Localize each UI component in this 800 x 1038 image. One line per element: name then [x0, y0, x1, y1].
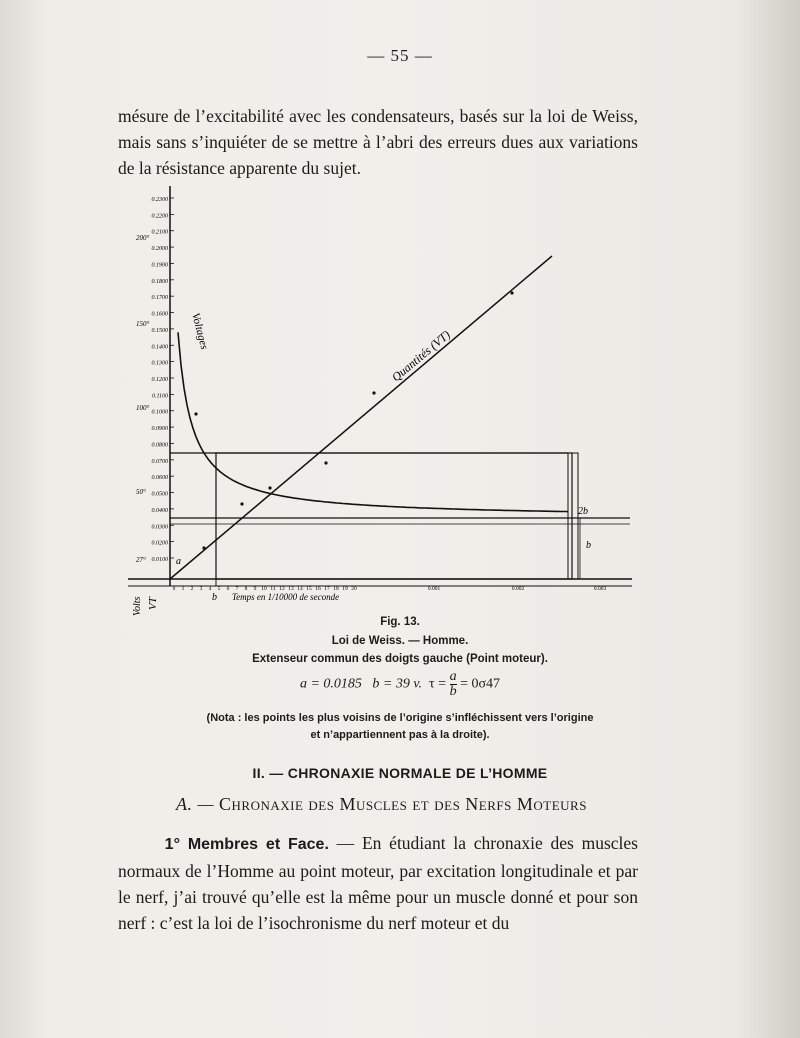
- x-tick-label-far: 0.003: [593, 586, 607, 592]
- formula-numerator: a: [449, 669, 457, 684]
- y-tick-label: 0.0600: [151, 475, 168, 482]
- x-tick-label-far: 0.002: [511, 586, 525, 592]
- x-tick-label: 14: [297, 586, 303, 592]
- subsection-prefix: A. —: [176, 794, 214, 814]
- x-tick-label: 2: [190, 586, 194, 592]
- data-point: [240, 502, 243, 505]
- volts-label: Volts: [132, 596, 143, 616]
- figure-note-line2: et n’appartiennent pas à la droite).: [310, 729, 490, 741]
- figure-note-line1: (Nota : les points les plus voisins de l’origine s’infléchissent vers l’origine: [206, 712, 594, 724]
- x-tick-label-far: 0.001: [427, 586, 441, 592]
- subsection-text: Chronaxie des Muscles et des Nerfs Moteurs: [219, 794, 587, 814]
- x-tick-label: 6: [226, 586, 230, 592]
- x-tick-label: 19: [342, 586, 348, 592]
- y-tick-label: 0.2100: [151, 229, 168, 236]
- rectangle-ab: [216, 453, 572, 579]
- y-tick-label: 0.0800: [151, 442, 168, 449]
- paragraph-top: mésure de l’excitabilité avec les condensateurs, basés sur la loi de Weiss, mais sans s’inquiéter de se mettre à l’abri des erreurs dues aux variations de la résistance apparente du sujet.: [118, 106, 638, 178]
- x-tick-label: 4: [208, 586, 212, 592]
- y-tick-label: 0.1400: [151, 344, 168, 351]
- x-tick-label: 18: [333, 586, 339, 592]
- data-point: [268, 486, 271, 489]
- x-tick-label: 5: [217, 586, 221, 592]
- section-heading: II. — CHRONAXIE NORMALE DE L’HOMME: [252, 765, 548, 781]
- rectangle-right-edge: [568, 453, 578, 579]
- label-b-bottom: b: [212, 592, 217, 603]
- x-tick-label: 12: [279, 586, 285, 592]
- label-quantites: Quantités (VT): [388, 327, 453, 385]
- y-tick-label: 0.1500: [151, 327, 168, 334]
- x-tick-label: 20: [351, 586, 357, 592]
- page-number: — 55 —: [367, 46, 433, 65]
- paragraph-bottom: [118, 830, 638, 936]
- y-tick-label: 0.1900: [151, 262, 168, 269]
- x-tick-label: 16: [315, 586, 321, 592]
- volt-tick-label: 200°: [136, 234, 150, 242]
- volt-tick-label: 150°: [136, 320, 150, 328]
- y-tick-label: 0.2300: [151, 197, 168, 203]
- x-tick-label: 0: [172, 586, 176, 592]
- data-point: [372, 391, 375, 394]
- formula-a: a = 0.0185: [299, 676, 362, 692]
- volt-tick-label: 50°: [136, 488, 146, 496]
- x-tick-label: 1: [181, 586, 185, 592]
- data-point: [324, 461, 327, 464]
- formula-denominator: b: [449, 684, 457, 699]
- x-tick-label: 13: [288, 586, 294, 592]
- y-tick-label: 0.2200: [151, 213, 168, 220]
- x-axis-label: Temps en 1/10000 de seconde: [232, 592, 340, 602]
- y-tick-label: 0.0700: [151, 458, 168, 465]
- formula-b: b = 39 v.: [372, 676, 423, 692]
- figure-formula: [0, 670, 800, 699]
- weiss-law-chart: [108, 186, 668, 616]
- y-tick-label: 0.0500: [151, 491, 168, 498]
- data-point: [202, 546, 205, 549]
- volt-tick-labels: [136, 234, 150, 564]
- figure-weiss-law: [108, 186, 668, 616]
- formula-tau-lhs: τ =: [429, 676, 447, 692]
- line-quantites: [170, 256, 552, 579]
- y-tick-label: 0.1800: [151, 278, 168, 285]
- x-tick-label: 15: [306, 586, 312, 592]
- y-tick-label: 0.0100: [151, 557, 168, 563]
- label-2b: 2b: [578, 506, 588, 517]
- y-tick-label: 0.2000: [151, 246, 168, 253]
- data-point: [510, 291, 513, 294]
- y-tick-label: 0.1200: [151, 377, 168, 383]
- y-tick-label: 0.1300: [151, 360, 168, 367]
- y-tick-label: 0.1100: [151, 393, 168, 400]
- paragraph-text: — En étudiant la chronaxie des muscles normaux de l’Homme au point moteur, par excitation longitudinale et par le nerf, j’ai trouvé qu’elle est la même pour un muscle donné et pour son nerf : c’est la loi de l’isochronisme du nerf moteur et du: [118, 833, 638, 933]
- curve-voltages: [178, 332, 568, 511]
- x-tick-label: 3: [199, 586, 203, 592]
- label-voltages: Voltages: [189, 311, 211, 351]
- y-tick-label: 0.1000: [151, 409, 168, 416]
- x-tick-label: 9: [253, 586, 257, 592]
- volt-tick-label: 27°: [136, 556, 146, 564]
- y-tick-label: 0.0900: [151, 426, 168, 433]
- formula-tau-rhs: = 0σ47: [460, 676, 501, 692]
- rectangle-b-mark: [572, 518, 580, 579]
- volt-tick-label: 100°: [136, 404, 150, 412]
- x-tick-labels: [173, 586, 607, 592]
- x-tick-label: 10: [261, 586, 267, 592]
- data-point: [194, 412, 197, 415]
- x-tick-label: 11: [270, 586, 276, 592]
- y-tick-label: 0.1700: [151, 295, 168, 302]
- figure-subtitle: Extenseur commun des doigts gauche (Point moteur).: [252, 653, 548, 665]
- figure-number: Fig. 13.: [380, 616, 420, 628]
- figure-title: Loi de Weiss. — Homme.: [331, 635, 469, 647]
- x-tick-label: 8: [244, 586, 248, 592]
- subsection-heading: [176, 794, 587, 815]
- label-b-right: b: [586, 540, 591, 551]
- y-tick-label: 0.0300: [151, 524, 168, 531]
- vt-label: VT: [147, 597, 159, 610]
- y-tick-label: 0.0400: [151, 507, 168, 514]
- label-a: a: [176, 556, 181, 567]
- x-tick-label: 17: [324, 586, 330, 592]
- y-tick-label: 0.1600: [151, 311, 168, 318]
- y-tick-label: 0.0200: [151, 540, 168, 547]
- paragraph-lead: 1° Membres et Face.: [164, 836, 329, 853]
- x-tick-label: 7: [235, 586, 239, 592]
